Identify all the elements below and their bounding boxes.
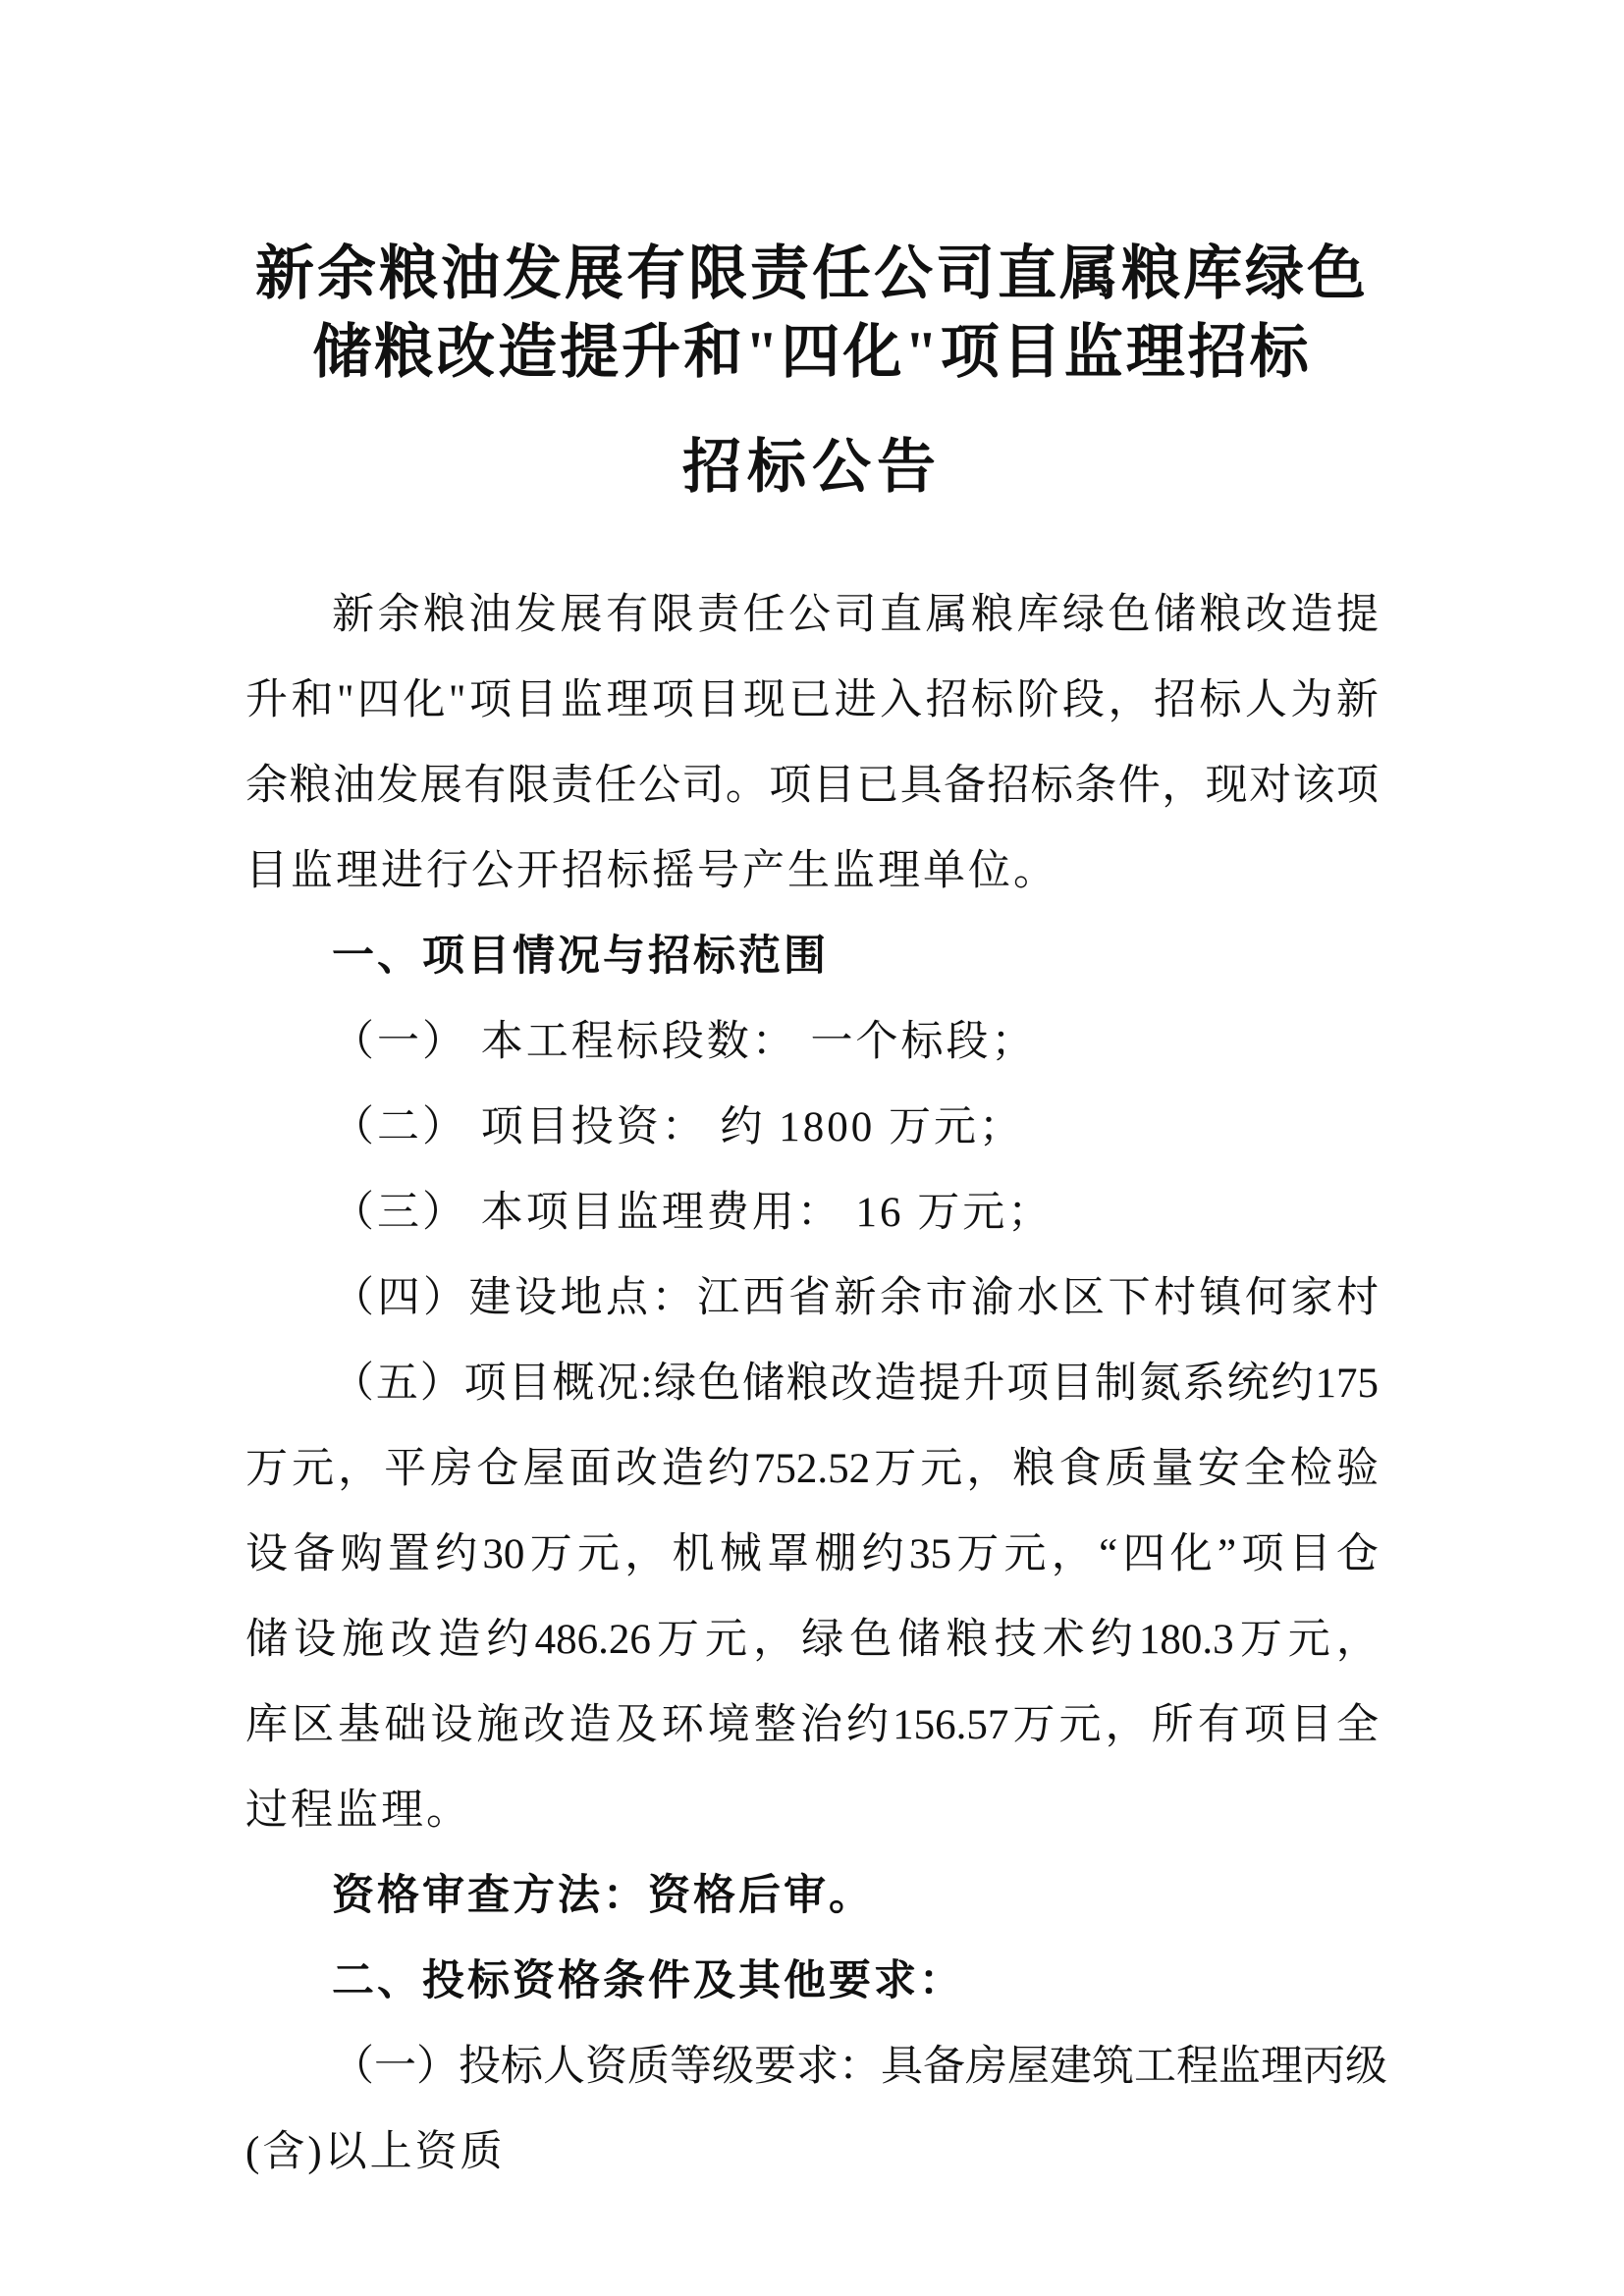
text-line: （二） 项目投资： 约 1800 万元； xyxy=(332,1104,1024,1150)
document-body xyxy=(245,572,1387,2195)
text-line: 余 粮 油 发 展 有 限 责 任 公 司 。 项 目 已 具 备 招 标 条 件 ， 现 对 该 项 xyxy=(245,763,1379,809)
text-line: 一、项目情况与招标范围 xyxy=(332,934,829,980)
text-line: 过程监理。 xyxy=(245,1788,471,1834)
document-subtitle: 招标公告 xyxy=(682,435,942,500)
text-line: （ 五 ） 项 目 概 况 : 绿 色 储 粮 改 造 提 升 项 目 制 氮 系 统 约 175 xyxy=(332,1361,1379,1407)
text-line: 升 和 " 四 化 " 项 目 监 理 项 目 现 已 进 入 招 标 阶 段 ， 招 标 人 为 新 xyxy=(245,677,1379,723)
text-line: （ 一 ） 投 标 人 资 质 等 级 要 求 ： 具 备 房 屋 建 筑 工 程 监 理 丙 级 xyxy=(332,2044,1387,2090)
text-line: 库 区 基 础 设 施 改 造 及 环 境 整 治 约 156.57 万 元 ， 所 有 项 目 全 xyxy=(245,1702,1379,1748)
text-line: （ 四 ） 建 设 地 点 ： 江 西 省 新 余 市 渝 水 区 下 村 镇 何 家 村 xyxy=(332,1275,1379,1321)
title-line-2: 储粮改造提升和"四化"项目监理招标 xyxy=(312,320,1312,385)
text-line: （一） 本工程标段数： 一个标段； xyxy=(332,1019,1037,1065)
text-line: 目监理进行公开招标摇号产生监理单位。 xyxy=(245,848,1058,894)
title-line-1: 新余粮油发展有限责任公司直属粮库绿色 xyxy=(255,241,1369,306)
text-line: 资格审查方法：资格后审。 xyxy=(332,1873,874,1919)
text-line: (含)以上资质 xyxy=(245,2129,506,2175)
text-line: 新 余 粮 油 发 展 有 限 责 任 公 司 直 属 粮 库 绿 色 储 粮 改 造 提 xyxy=(332,592,1379,638)
text-line: 二、投标资格条件及其他要求： xyxy=(332,1958,964,2004)
text-line: 设 备 购 置 约 30 万 元 ， 机 械 罩 棚 约 35 万 元 ， “ 四 化 ” 项 目 仓 xyxy=(245,1531,1379,1577)
text-line: 万 元 ， 平 房 仓 屋 面 改 造 约 752.52 万 元 ， 粮 食 质 量 安 全 检 验 xyxy=(245,1446,1379,1492)
text-line: 储 设 施 改 造 约 486.26 万 元 ， 绿 色 储 粮 技 术 约 180.3 万 元 ， xyxy=(245,1617,1379,1663)
document-title xyxy=(245,235,1379,392)
text-line: （三） 本项目监理费用： 16 万元； xyxy=(332,1190,1054,1236)
